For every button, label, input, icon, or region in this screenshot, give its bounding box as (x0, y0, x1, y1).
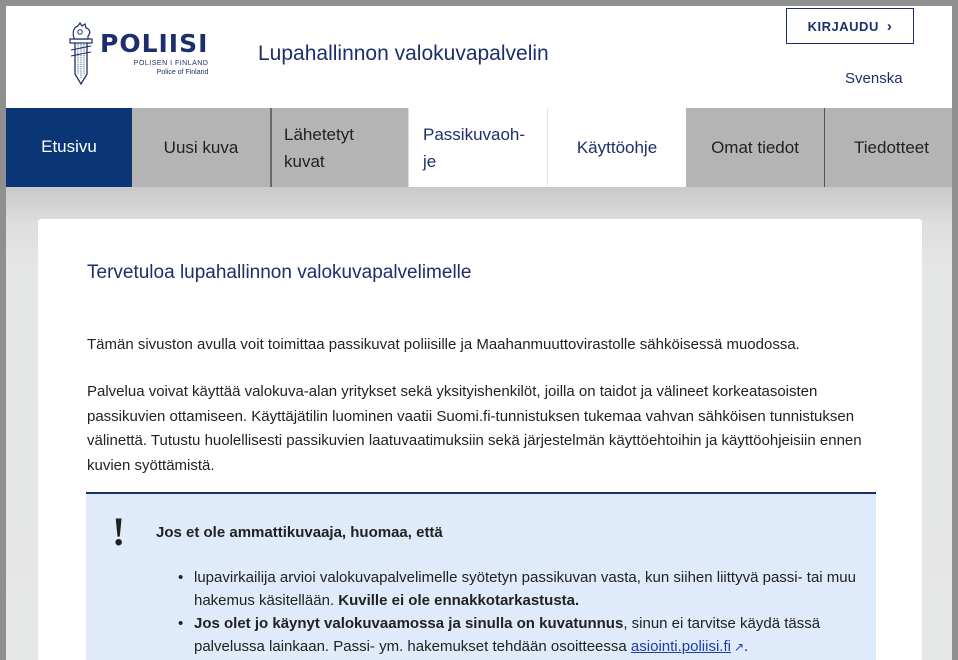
tab-label: Omat tiedot (711, 138, 799, 157)
chevron-right-icon: › (886, 17, 893, 35)
list-item (176, 612, 856, 659)
intro-paragraph-2: Palvelua voivat käyttää valokuva-alan yritykset sekä yksityishenkilöt, joilla on taidot ja välineet korkeatasoisten passikuvien ottamiseen. Käyttäjätilin luominen vaatii Suomi.fi-tunnistuksen tukemaa vahvan sähköisen tunnistuksen välinettä. Tutustu huolellisesti passikuvien laatuvaatimuksiin sekä järjestelmän käyttöehtoihin ja käyttöohjeisiin ennen kuvien syöttämistä. (87, 383, 862, 474)
notice-list (176, 566, 856, 659)
tab-label-line2: kuvat (284, 151, 325, 171)
site-header (6, 6, 952, 108)
tab-label: Etusivu (41, 137, 97, 156)
tab-omat-tiedot[interactable] (686, 108, 824, 187)
content-card (38, 219, 922, 660)
login-button[interactable] (786, 8, 914, 44)
tab-etusivu[interactable] (6, 108, 132, 187)
police-emblem-icon (66, 22, 96, 86)
asiointi-link[interactable]: asiointi.poliisi.fi (630, 638, 731, 655)
notice-box (86, 492, 876, 660)
tab-tiedotteet[interactable] (824, 108, 952, 187)
intro-paragraph-1: Tämän sivuston avulla voit toimittaa passikuvat poliisille ja Maahanmuuttovirastolle sähköisessä muodossa. (87, 336, 800, 353)
notice-item-bold: Kuville ei ole ennakkotarkastusta. (338, 592, 580, 609)
language-link-svenska[interactable]: Svenska (845, 70, 903, 87)
main-navigation (6, 108, 952, 187)
logo-subtitle-swedish: POLISEN I FINLAND (133, 60, 209, 67)
tab-label: Käyttöohje (576, 138, 658, 157)
list-item (176, 566, 856, 612)
tab-label-line2: je (423, 151, 437, 171)
login-button-label: KIRJAUDU (807, 18, 879, 34)
tab-label-line1: Passikuvaoh- (423, 124, 526, 144)
page-title: Tervetuloa lupahallinnon valokuvapalvelimelle (87, 262, 472, 283)
tab-uusi-kuva[interactable] (132, 108, 270, 187)
notice-title: Jos et ole ammattikuvaaja, huomaa, että (156, 524, 443, 541)
tab-label: Uusi kuva (163, 138, 239, 157)
poliisi-logo[interactable] (66, 22, 216, 86)
exclamation-icon: ! (112, 509, 126, 554)
tab-kayttoohje[interactable] (547, 108, 686, 187)
browser-viewport (6, 6, 952, 660)
tab-lahetetyt-kuvat[interactable] (270, 108, 408, 187)
site-title: Lupahallinnon valokuvapalvelin (258, 42, 549, 65)
notice-item-text: lupavirkailija arvioi valokuvapalvelimelle syötetyn passikuvan vasta, kun siihen liittyvä passi- tai muu hakemus käsitellään. (194, 569, 856, 609)
notice-item-suffix: . (744, 638, 749, 655)
tab-label-line1: Lähetetyt (284, 124, 354, 144)
tab-passikuvaohje[interactable] (408, 108, 547, 187)
notice-item-bold: Jos olet jo käynyt valokuvaamossa ja sinulla on kuvatunnus (194, 615, 624, 632)
content-area (6, 187, 952, 660)
notice-item-text: , sinun ei tarvitse käydä tässä palvelussa lainkaan. Passi- ym. hakemukset tehdään osoitteessa (194, 615, 821, 655)
logo-subtitle-english: Police of Finland (156, 69, 209, 76)
tab-label: Tiedotteet (854, 138, 929, 157)
logo-wordmark: POLIISI (100, 29, 209, 58)
external-link-icon: ↗ (733, 640, 745, 654)
